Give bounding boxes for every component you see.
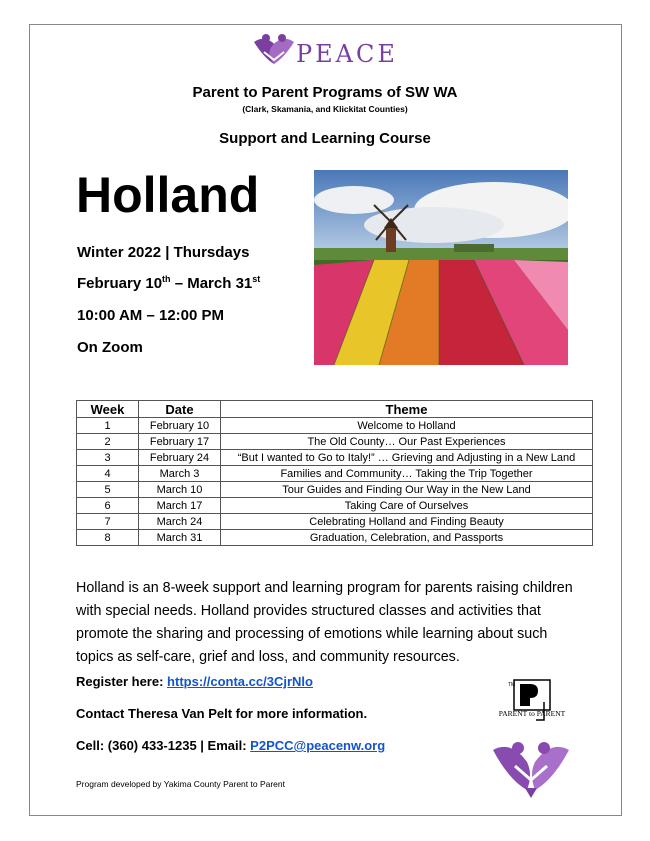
season-line: Winter 2022 | Thursdays bbox=[77, 244, 250, 261]
register-line bbox=[76, 674, 313, 689]
week-cell: 6 bbox=[77, 498, 139, 514]
theme-cell: Tour Guides and Finding Our Way in the New Land bbox=[221, 482, 593, 498]
program-description: Holland is an 8-week support and learning program for parents raising children with special needs. Holland provides structured classes and activities that promote the sharing and processing of emotions while learning about such topics as self-care, grief and loss, and community resources. bbox=[76, 580, 573, 665]
date-cell: February 24 bbox=[139, 450, 221, 466]
counties-subtitle: (Clark, Skamania, and Klickitat Counties) bbox=[242, 104, 408, 114]
date-cell: March 3 bbox=[139, 466, 221, 482]
table-header-row bbox=[77, 401, 593, 418]
date-cell: March 24 bbox=[139, 514, 221, 530]
week-cell: 2 bbox=[77, 434, 139, 450]
organization-name: Parent to Parent Programs of SW WA bbox=[192, 84, 458, 101]
page-title: Holland bbox=[76, 167, 260, 223]
table-row bbox=[77, 530, 593, 546]
time-range: 10:00 AM – 12:00 PM bbox=[77, 307, 225, 324]
header-theme: Theme bbox=[221, 401, 593, 418]
table-row bbox=[77, 466, 593, 482]
logo-wordmark: PEACE bbox=[296, 40, 398, 68]
course-label: Support and Learning Course bbox=[219, 130, 431, 147]
week-cell: 3 bbox=[77, 450, 139, 466]
location: On Zoom bbox=[77, 339, 143, 356]
date-range: February 10th – March 31st bbox=[77, 274, 261, 292]
table-row bbox=[77, 434, 593, 450]
register-link[interactable]: https://conta.cc/3CjrNlo bbox=[167, 674, 313, 689]
parent-to-parent-label: PARENT to PARENT bbox=[498, 709, 566, 718]
date-cell: March 17 bbox=[139, 498, 221, 514]
parent-to-parent-logo bbox=[490, 676, 574, 726]
theme-cell: “But I wanted to Go to Italy!” … Grieving and Adjusting in a New Land bbox=[221, 450, 593, 466]
table-row bbox=[77, 498, 593, 514]
theme-cell: Families and Community… Taking the Trip Together bbox=[221, 466, 593, 482]
peace-hands-emblem bbox=[491, 740, 571, 802]
table-row bbox=[77, 418, 593, 434]
date-cell: March 10 bbox=[139, 482, 221, 498]
table-row bbox=[77, 482, 593, 498]
date-cell: February 10 bbox=[139, 418, 221, 434]
week-cell: 1 bbox=[77, 418, 139, 434]
theme-cell: The Old County… Our Past Experiences bbox=[221, 434, 593, 450]
phone-label: Cell: (360) 433-1235 | Email: bbox=[76, 738, 251, 753]
week-cell: 5 bbox=[77, 482, 139, 498]
date-cell: March 31 bbox=[139, 530, 221, 546]
theme-cell: Celebrating Holland and Finding Beauty bbox=[221, 514, 593, 530]
register-label: Register here: bbox=[76, 674, 168, 689]
date-cell: February 17 bbox=[139, 434, 221, 450]
email-link[interactable]: P2PCC@peacenw.org bbox=[250, 738, 386, 753]
header-date: Date bbox=[139, 401, 221, 418]
trademark-mark: TM bbox=[508, 682, 516, 688]
theme-cell: Graduation, Celebration, and Passports bbox=[221, 530, 593, 546]
theme-cell: Welcome to Holland bbox=[221, 418, 593, 434]
table-row bbox=[77, 450, 593, 466]
table-row bbox=[77, 514, 593, 530]
program-credit: Program developed by Yakima County Parent to Parent bbox=[76, 779, 285, 789]
week-cell: 7 bbox=[77, 514, 139, 530]
contact-line: Contact Theresa Van Pelt for more information. bbox=[76, 706, 368, 721]
schedule-table bbox=[76, 400, 593, 546]
phone-email-line bbox=[76, 738, 385, 753]
week-cell: 4 bbox=[77, 466, 139, 482]
windmill-tulip-photo bbox=[314, 170, 568, 365]
week-cell: 8 bbox=[77, 530, 139, 546]
header-week: Week bbox=[77, 401, 139, 418]
theme-cell: Taking Care of Ourselves bbox=[221, 498, 593, 514]
